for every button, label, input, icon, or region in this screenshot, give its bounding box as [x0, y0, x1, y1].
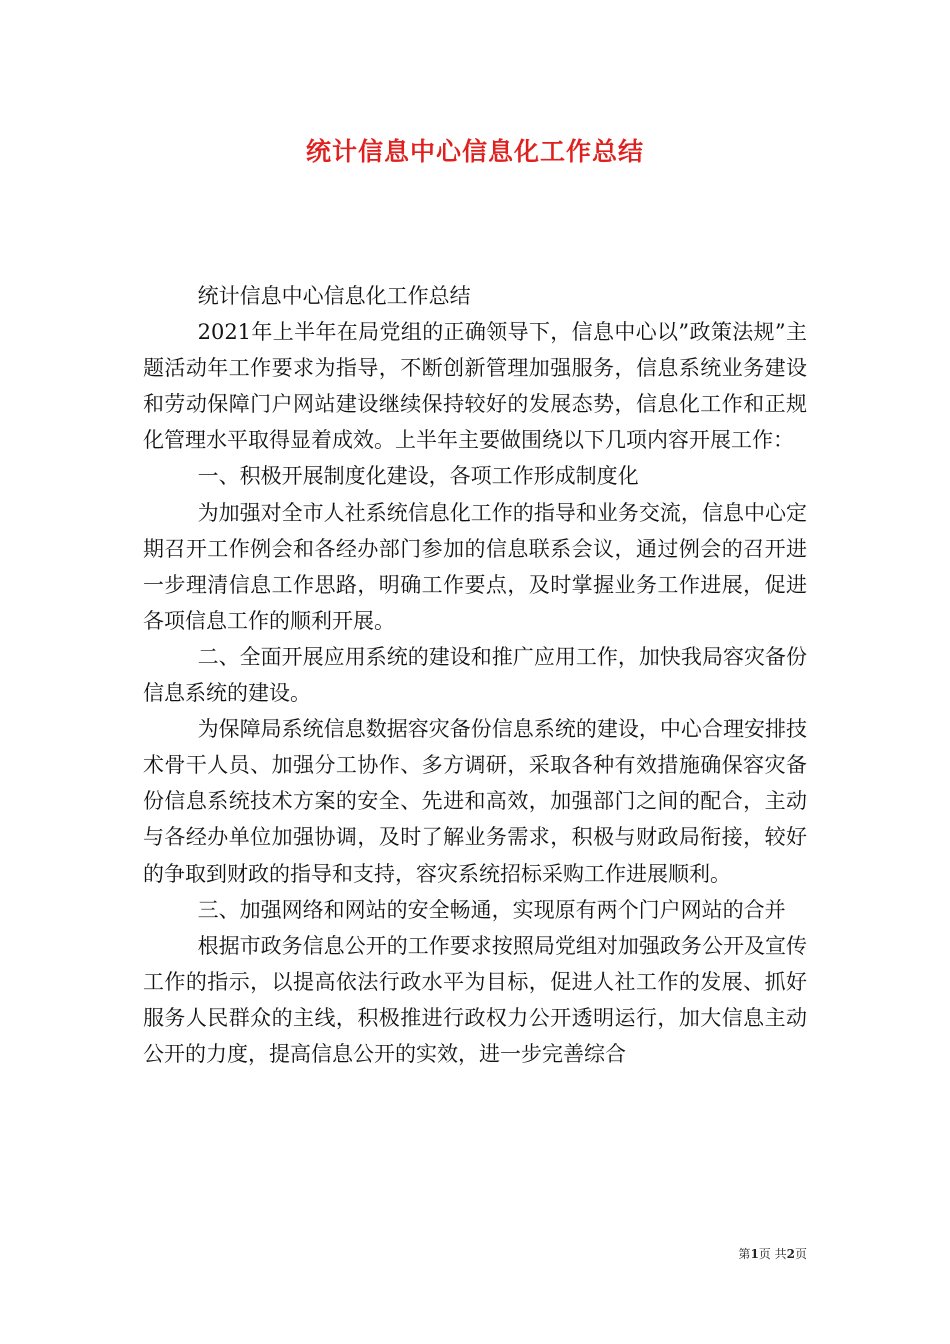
section-heading-3: 三、加强网络和网站的安全畅通，实现原有两个门户网站的合并 — [197, 897, 786, 922]
document-title: 统计信息中心信息化工作总结 — [305, 137, 644, 166]
document-body — [143, 278, 807, 1072]
footer-total-pages: 2 — [786, 1247, 795, 1261]
footer-middle: 页 共 — [758, 1247, 787, 1261]
footer-current-page: 1 — [750, 1247, 759, 1261]
section-heading-1: 一、积极开展制度化建设，各项工作形成制度化 — [197, 464, 639, 489]
page-number-footer — [738, 1245, 807, 1262]
paragraph-heading: 统计信息中心信息化工作总结 — [197, 284, 471, 308]
paragraph-section-2: 为保障局系统信息数据容灾备份信息系统的建设，中心合理安排技术骨干人员、加强分工协作、多方调研，采取各种有效措施确保容灾备份信息系统技术方案的安全、先进和高效，加强部门之间的配合，主动与各经办单位加强协调，及时了解业务需求，积极与财政局衔接，较好的争取到财政的指导和支持，容灾系统招标采购工作进展顺利。 — [143, 717, 807, 886]
paragraph-section-3: 根据市政务信息公开的工作要求按照局党组对加强政务公开及宣传工作的指示，以提高依法行政水平为目标，促进人社工作的发展、抓好服务人民群众的主线，积极推进行政权力公开透明运行，加大信息主动公开的力度，提高信息公开的实效，进一步完善综合 — [143, 933, 807, 1066]
paragraph-section-1: 为加强对全市人社系统信息化工作的指导和业务交流，信息中心定期召开工作例会和各经办部门参加的信息联系会议，通过例会的召开进一步理清信息工作思路，明确工作要点，及时掌握业务工作进展，促进各项信息工作的顺利开展。 — [143, 500, 807, 633]
section-heading-2: 二、全面开展应用系统的建设和推广应用工作，加快我局容灾备份信息系统的建设。 — [143, 644, 807, 706]
footer-suffix: 页 — [794, 1247, 807, 1261]
paragraph-intro: 2021年上半年在局党组的正确领导下，信息中心以”政策法规”主题活动年工作要求为指导，不断创新管理加强服务，信息系统业务建设和劳动保障门户网站建设继续保持较好的发展态势，信息化工作和正规化管理水平取得显着成效。上半年主要做围绕以下几项内容开展工作： — [143, 320, 807, 453]
footer-prefix: 第 — [738, 1247, 751, 1261]
